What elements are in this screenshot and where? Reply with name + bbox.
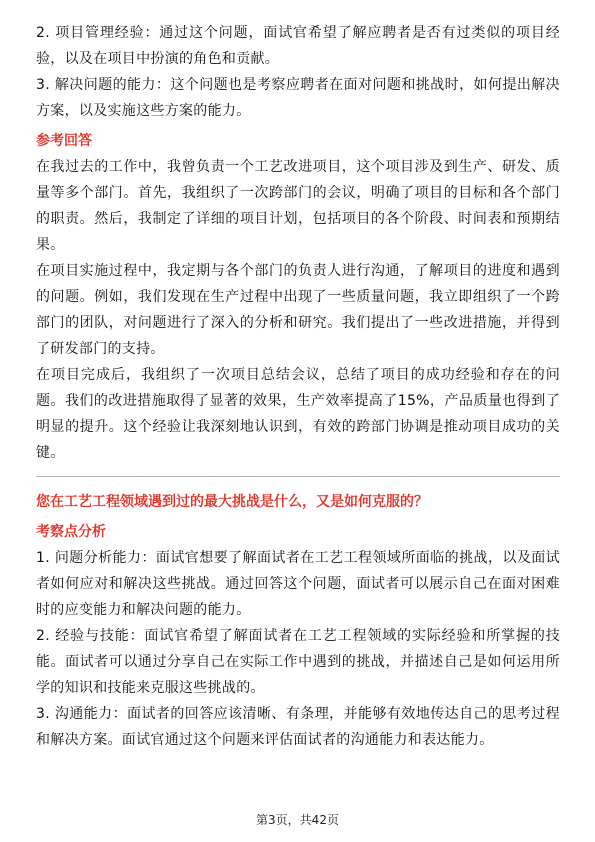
analysis-point: 1. 问题分析能力：面试官想要了解面试者在工艺工程领域所面临的挑战，以及面试者如何应对和解决这些挑战。通过回答这个问题，面试者可以展示自己在面对困难时的应变能力和解决问题的能力。 — [36, 550, 560, 618]
section-divider — [36, 476, 560, 477]
reference-answer-heading: 参考回答 — [36, 133, 92, 149]
reference-paragraph: 在我过去的工作中，我曾负责一个工艺改进项目，这个项目涉及到生产、研发、质量等多个部门。首先，我组织了一次跨部门的会议，明确了项目的目标和各个部门的职责。然后，我制定了详细的项目计划，包括项目的各个阶段、时间表和预期结果。 — [36, 159, 560, 253]
analysis-point: 3. 沟通能力：面试者的回答应该清晰、有条理，并能够有效地传达自己的思考过程和解决方案。面试官通过这个问题来评估面试者的沟通能力和表达能力。 — [36, 706, 560, 748]
reference-paragraph: 在项目实施过程中，我定期与各个部门的负责人进行沟通，了解项目的进度和遇到的问题。例如，我们发现在生产过程中出现了一些质量问题，我立即组织了一个跨部门的团队，对问题进行了深入的分析和研究。我们提出了一些改进措施，并得到了研发部门的支持。 — [36, 263, 560, 357]
reference-paragraph: 在项目完成后，我组织了一次项目总结会议，总结了项目的成功经验和存在的问题。我们的改进措施取得了显著的效果，生产效率提高了15%，产品质量也得到了明显的提升。这个经验让我深刻地认识到，有效的跨部门协调是推动项目成功的关键。 — [36, 367, 560, 461]
analysis-heading: 考察点分析 — [36, 524, 106, 540]
interview-question: 您在工艺工程领域遇到过的最大挑战是什么，又是如何克服的？ — [36, 494, 428, 510]
page-number: 第3页，共42页 — [256, 813, 339, 827]
analysis-point: 2. 经验与技能：面试官希望了解面试者在工艺工程领域的实际经验和所掌握的技能。面试者可以通过分享自己在实际工作中遇到的挑战，并描述自己是如何运用所学的知识和技能来克服这些挑战的。 — [36, 628, 560, 696]
page-content — [36, 20, 560, 753]
point-project-management: 2. 项目管理经验：通过这个问题，面试官希望了解应聘者是否有过类似的项目经验，以及在项目中扮演的角色和贡献。 — [36, 25, 560, 67]
point-problem-solving: 3. 解决问题的能力：这个问题也是考察应聘者在面对问题和挑战时，如何提出解决方案，以及实施这些方案的能力。 — [36, 77, 560, 119]
